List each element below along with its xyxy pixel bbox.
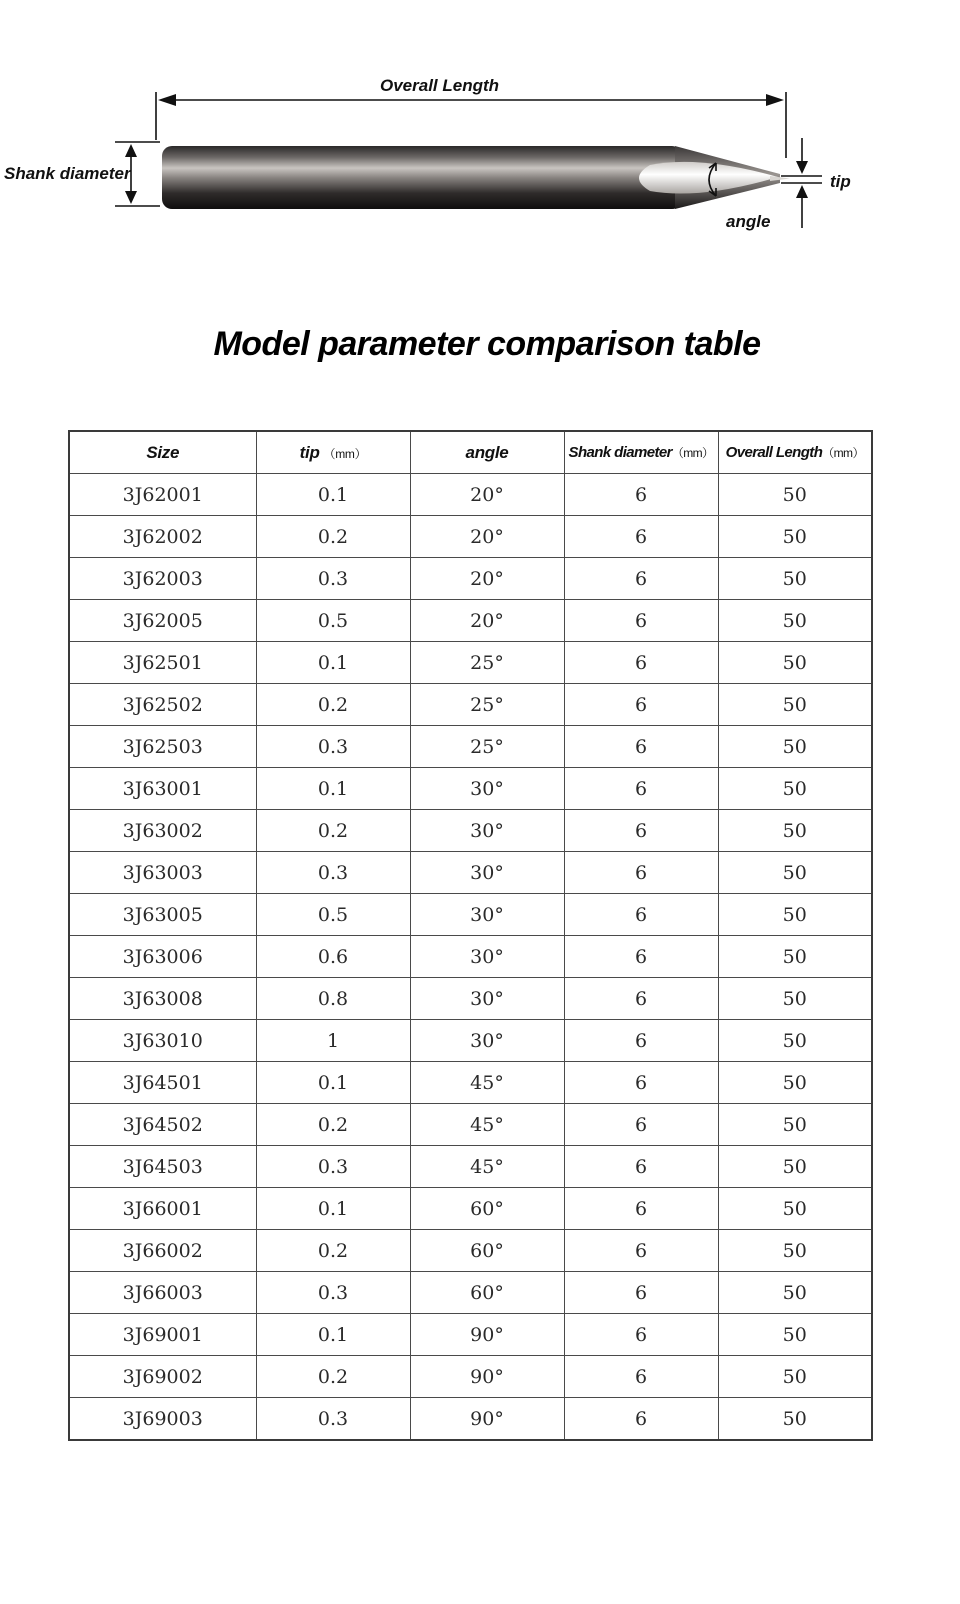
header-tip-label: tip bbox=[299, 442, 320, 462]
table-row bbox=[69, 1230, 872, 1272]
cell-size: 3J63005 bbox=[69, 894, 256, 936]
table-row bbox=[69, 1356, 872, 1398]
cell-angle: 20° bbox=[410, 474, 564, 516]
header-overall-length-label: Overall Length bbox=[725, 444, 823, 461]
cell-angle: 20° bbox=[410, 558, 564, 600]
cell-angle: 90° bbox=[410, 1356, 564, 1398]
cell-size: 3J62005 bbox=[69, 600, 256, 642]
cell-size: 3J63002 bbox=[69, 810, 256, 852]
cell-overall-length: 50 bbox=[718, 1398, 872, 1441]
cell-tip: 0.2 bbox=[256, 684, 410, 726]
cell-tip: 0.3 bbox=[256, 852, 410, 894]
table-row bbox=[69, 1146, 872, 1188]
cell-tip: 0.6 bbox=[256, 936, 410, 978]
cell-size: 3J63006 bbox=[69, 936, 256, 978]
table-row bbox=[69, 768, 872, 810]
cell-angle: 45° bbox=[410, 1062, 564, 1104]
table-row bbox=[69, 978, 872, 1020]
cell-size: 3J62003 bbox=[69, 558, 256, 600]
cell-tip: 0.5 bbox=[256, 894, 410, 936]
table-row bbox=[69, 642, 872, 684]
cell-tip: 0.3 bbox=[256, 1146, 410, 1188]
cell-size: 3J62503 bbox=[69, 726, 256, 768]
cell-angle: 30° bbox=[410, 852, 564, 894]
cell-shank-diameter: 6 bbox=[564, 852, 718, 894]
cell-shank-diameter: 6 bbox=[564, 1272, 718, 1314]
cell-overall-length: 50 bbox=[718, 1356, 872, 1398]
table-row bbox=[69, 1104, 872, 1146]
table-row bbox=[69, 558, 872, 600]
cell-tip: 0.1 bbox=[256, 1062, 410, 1104]
cell-angle: 20° bbox=[410, 516, 564, 558]
cell-shank-diameter: 6 bbox=[564, 1398, 718, 1441]
cell-tip: 0.1 bbox=[256, 642, 410, 684]
cell-shank-diameter: 6 bbox=[564, 978, 718, 1020]
cell-overall-length: 50 bbox=[718, 726, 872, 768]
cell-overall-length: 50 bbox=[718, 684, 872, 726]
header-overall-length bbox=[718, 431, 872, 474]
cell-angle: 30° bbox=[410, 768, 564, 810]
cell-size: 3J62502 bbox=[69, 684, 256, 726]
table-row bbox=[69, 1314, 872, 1356]
header-shank-diameter-label: Shank diameter bbox=[568, 444, 672, 461]
table-row bbox=[69, 684, 872, 726]
cell-angle: 30° bbox=[410, 1020, 564, 1062]
page-title: Model parameter comparison table bbox=[213, 325, 761, 363]
cell-size: 3J64502 bbox=[69, 1104, 256, 1146]
parameter-table bbox=[68, 430, 873, 1441]
cell-shank-diameter: 6 bbox=[564, 1020, 718, 1062]
cell-overall-length: 50 bbox=[718, 936, 872, 978]
cell-overall-length: 50 bbox=[718, 558, 872, 600]
cell-tip: 0.1 bbox=[256, 768, 410, 810]
cell-size: 3J62002 bbox=[69, 516, 256, 558]
cell-shank-diameter: 6 bbox=[564, 1188, 718, 1230]
cell-angle: 30° bbox=[410, 894, 564, 936]
cell-shank-diameter: 6 bbox=[564, 684, 718, 726]
cell-angle: 45° bbox=[410, 1146, 564, 1188]
cell-size: 3J64503 bbox=[69, 1146, 256, 1188]
cell-size: 3J63001 bbox=[69, 768, 256, 810]
table-row bbox=[69, 600, 872, 642]
cell-shank-diameter: 6 bbox=[564, 474, 718, 516]
cell-size: 3J69002 bbox=[69, 1356, 256, 1398]
cell-tip: 0.3 bbox=[256, 1398, 410, 1441]
cell-overall-length: 50 bbox=[718, 978, 872, 1020]
table-row bbox=[69, 1272, 872, 1314]
cell-overall-length: 50 bbox=[718, 894, 872, 936]
cell-tip: 0.2 bbox=[256, 810, 410, 852]
cell-angle: 25° bbox=[410, 684, 564, 726]
cell-size: 3J63008 bbox=[69, 978, 256, 1020]
cell-shank-diameter: 6 bbox=[564, 1104, 718, 1146]
cell-shank-diameter: 6 bbox=[564, 1062, 718, 1104]
cell-shank-diameter: 6 bbox=[564, 516, 718, 558]
cell-overall-length: 50 bbox=[718, 1104, 872, 1146]
cell-tip: 0.2 bbox=[256, 1230, 410, 1272]
cell-angle: 25° bbox=[410, 726, 564, 768]
cell-tip: 0.5 bbox=[256, 600, 410, 642]
cell-overall-length: 50 bbox=[718, 1188, 872, 1230]
cell-shank-diameter: 6 bbox=[564, 600, 718, 642]
header-size bbox=[69, 431, 256, 474]
cell-size: 3J64501 bbox=[69, 1062, 256, 1104]
header-size-label: Size bbox=[146, 442, 180, 462]
cell-shank-diameter: 6 bbox=[564, 1356, 718, 1398]
table-row bbox=[69, 516, 872, 558]
cell-size: 3J63003 bbox=[69, 852, 256, 894]
cell-angle: 60° bbox=[410, 1230, 564, 1272]
table-row bbox=[69, 1398, 872, 1441]
cell-size: 3J62501 bbox=[69, 642, 256, 684]
cell-shank-diameter: 6 bbox=[564, 726, 718, 768]
cell-overall-length: 50 bbox=[718, 474, 872, 516]
cell-overall-length: 50 bbox=[718, 852, 872, 894]
cell-overall-length: 50 bbox=[718, 768, 872, 810]
cell-overall-length: 50 bbox=[718, 1146, 872, 1188]
table-row bbox=[69, 810, 872, 852]
table-body bbox=[69, 474, 872, 1441]
overall-length-label: Overall Length bbox=[380, 76, 500, 95]
cell-angle: 20° bbox=[410, 600, 564, 642]
table-row bbox=[69, 1188, 872, 1230]
header-tip bbox=[256, 431, 410, 474]
table-header-row bbox=[69, 431, 872, 474]
cell-angle: 30° bbox=[410, 936, 564, 978]
cell-overall-length: 50 bbox=[718, 642, 872, 684]
cell-tip: 0.8 bbox=[256, 978, 410, 1020]
table-row bbox=[69, 894, 872, 936]
cell-size: 3J69003 bbox=[69, 1398, 256, 1441]
cell-shank-diameter: 6 bbox=[564, 768, 718, 810]
cell-size: 3J66001 bbox=[69, 1188, 256, 1230]
cell-overall-length: 50 bbox=[718, 810, 872, 852]
cell-shank-diameter: 6 bbox=[564, 810, 718, 852]
cell-shank-diameter: 6 bbox=[564, 894, 718, 936]
cell-size: 3J63010 bbox=[69, 1020, 256, 1062]
shank-diameter-label: Shank diameter bbox=[4, 164, 131, 183]
cell-angle: 30° bbox=[410, 978, 564, 1020]
angle-label: angle bbox=[726, 212, 771, 231]
cell-size: 3J62001 bbox=[69, 474, 256, 516]
cell-shank-diameter: 6 bbox=[564, 936, 718, 978]
header-angle-label: angle bbox=[465, 442, 509, 462]
cell-angle: 25° bbox=[410, 642, 564, 684]
cell-tip: 0.2 bbox=[256, 1104, 410, 1146]
bit-drawing bbox=[0, 0, 960, 270]
cell-overall-length: 50 bbox=[718, 1020, 872, 1062]
cell-size: 3J66003 bbox=[69, 1272, 256, 1314]
cell-tip: 0.3 bbox=[256, 558, 410, 600]
cell-tip: 0.2 bbox=[256, 516, 410, 558]
cell-overall-length: 50 bbox=[718, 1062, 872, 1104]
header-shank-diameter-unit: （mm） bbox=[671, 446, 714, 460]
cell-tip: 0.1 bbox=[256, 1188, 410, 1230]
cell-shank-diameter: 6 bbox=[564, 558, 718, 600]
header-overall-length-unit: （mm） bbox=[822, 446, 864, 460]
cell-angle: 30° bbox=[410, 810, 564, 852]
table-row bbox=[69, 1020, 872, 1062]
cell-tip: 1 bbox=[256, 1020, 410, 1062]
cell-tip: 0.1 bbox=[256, 1314, 410, 1356]
cell-overall-length: 50 bbox=[718, 1230, 872, 1272]
cell-angle: 60° bbox=[410, 1272, 564, 1314]
cell-shank-diameter: 6 bbox=[564, 1230, 718, 1272]
header-angle bbox=[410, 431, 564, 474]
cell-shank-diameter: 6 bbox=[564, 1314, 718, 1356]
cell-overall-length: 50 bbox=[718, 600, 872, 642]
cell-tip: 0.1 bbox=[256, 474, 410, 516]
tip-label: tip bbox=[830, 172, 851, 191]
table-row bbox=[69, 726, 872, 768]
cell-overall-length: 50 bbox=[718, 516, 872, 558]
cell-angle: 90° bbox=[410, 1314, 564, 1356]
cell-size: 3J66002 bbox=[69, 1230, 256, 1272]
header-tip-unit: （mm） bbox=[323, 446, 367, 461]
cell-tip: 0.3 bbox=[256, 1272, 410, 1314]
shank-body bbox=[162, 146, 682, 209]
cell-tip: 0.2 bbox=[256, 1356, 410, 1398]
cell-angle: 45° bbox=[410, 1104, 564, 1146]
tip-dimension bbox=[781, 138, 822, 228]
cell-shank-diameter: 6 bbox=[564, 642, 718, 684]
cell-overall-length: 50 bbox=[718, 1272, 872, 1314]
table-row bbox=[69, 474, 872, 516]
cell-overall-length: 50 bbox=[718, 1314, 872, 1356]
engraving-bit-diagram bbox=[0, 0, 960, 270]
table-row bbox=[69, 936, 872, 978]
cell-tip: 0.3 bbox=[256, 726, 410, 768]
header-shank-diameter bbox=[564, 431, 718, 474]
cell-angle: 90° bbox=[410, 1398, 564, 1441]
table-row bbox=[69, 852, 872, 894]
cell-angle: 60° bbox=[410, 1188, 564, 1230]
cell-shank-diameter: 6 bbox=[564, 1146, 718, 1188]
table-row bbox=[69, 1062, 872, 1104]
cell-size: 3J69001 bbox=[69, 1314, 256, 1356]
